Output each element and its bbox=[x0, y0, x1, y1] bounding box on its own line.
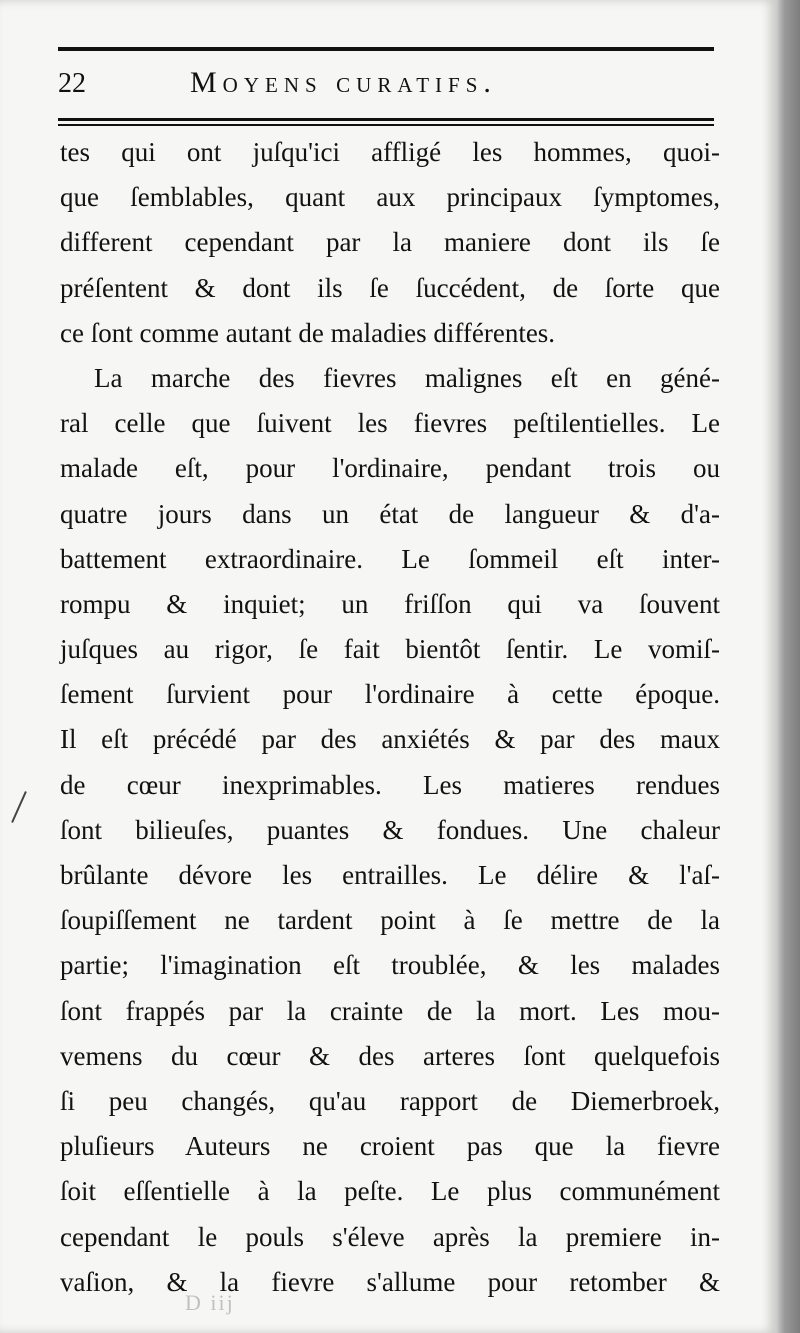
page-number: 22 bbox=[58, 68, 86, 99]
signature-mark: D iij bbox=[185, 1290, 235, 1315]
text-line: malade eſt, pour l'ordinaire, pendant trois ou bbox=[60, 453, 720, 484]
text-line: préſentent & dont ils ſe ſuccédent, de ſorte que bbox=[60, 272, 720, 303]
text-line: different cependant par la maniere dont ils ſe bbox=[60, 227, 720, 258]
text-line: cependant le pouls s'éleve après la premiere in- bbox=[60, 1221, 720, 1252]
text-line: ce ſont comme autant de maladies différentes. bbox=[60, 317, 556, 348]
text-line: partie; l'imagination eſt troublée, & les malades bbox=[60, 950, 720, 981]
text-line: de cœur inexprimables. Les matieres rendues bbox=[60, 769, 720, 800]
margin-pencil-mark bbox=[11, 791, 27, 823]
text-line: battement extraordinaire. Le ſommeil eſt inter- bbox=[60, 543, 720, 574]
paragraph-start-line: La marche des fievres malignes eſt en géné- bbox=[94, 362, 720, 393]
text-line: quatre jours dans un état de langueur & d'a- bbox=[60, 498, 720, 529]
running-head: Moyens curatifs. bbox=[190, 66, 497, 99]
text-line: Il eſt précédé par des anxiétés & par des maux bbox=[60, 724, 720, 755]
header-bottom-rule-thin bbox=[58, 124, 714, 126]
text-line: vemens du cœur & des arteres ſont quelquefois bbox=[60, 1040, 720, 1071]
text-line: brûlante dévore les entrailles. Le délire & l'aſ- bbox=[60, 860, 720, 890]
text-line: vaſion, & la fievre s'allume pour retomber & bbox=[60, 1266, 720, 1297]
text-line: juſques au rigor, ſe fait bientôt ſentir. Le vomiſ- bbox=[60, 634, 720, 665]
page-header bbox=[58, 62, 714, 106]
text-line: rompu & inquiet; un friſſon qui va ſouvent bbox=[60, 588, 720, 619]
text-line: pluſieurs Auteurs ne croient pas que la fievre bbox=[60, 1131, 720, 1162]
page-edge-shadow bbox=[776, 0, 800, 1333]
text-line: ſoit eſſentielle à la peſte. Le plus communément bbox=[60, 1176, 720, 1207]
text-line: ral celle que ſuivent les fievres peſtilentielles. Le bbox=[60, 408, 720, 439]
text-line: ſi peu changés, qu'au rapport de Diemerbroek, bbox=[60, 1085, 720, 1116]
body-text bbox=[60, 130, 720, 1305]
header-top-rule bbox=[58, 47, 714, 51]
text-line: ſement ſurvient pour l'ordinaire à cette époque. bbox=[60, 679, 720, 710]
header-bottom-rule bbox=[58, 118, 714, 121]
text-line: que ſemblables, quant aux principaux ſymptomes, bbox=[60, 182, 720, 213]
text-line: ſont bilieuſes, puantes & fondues. Une chaleur bbox=[60, 814, 720, 845]
text-line: tes qui ont juſqu'ici affligé les hommes, quoi- bbox=[60, 137, 720, 167]
text-line: ſont frappés par la crainte de la mort. Les mou- bbox=[60, 995, 720, 1026]
text-line: ſoupiſſement ne tardent point à ſe mettre de la bbox=[60, 905, 720, 936]
